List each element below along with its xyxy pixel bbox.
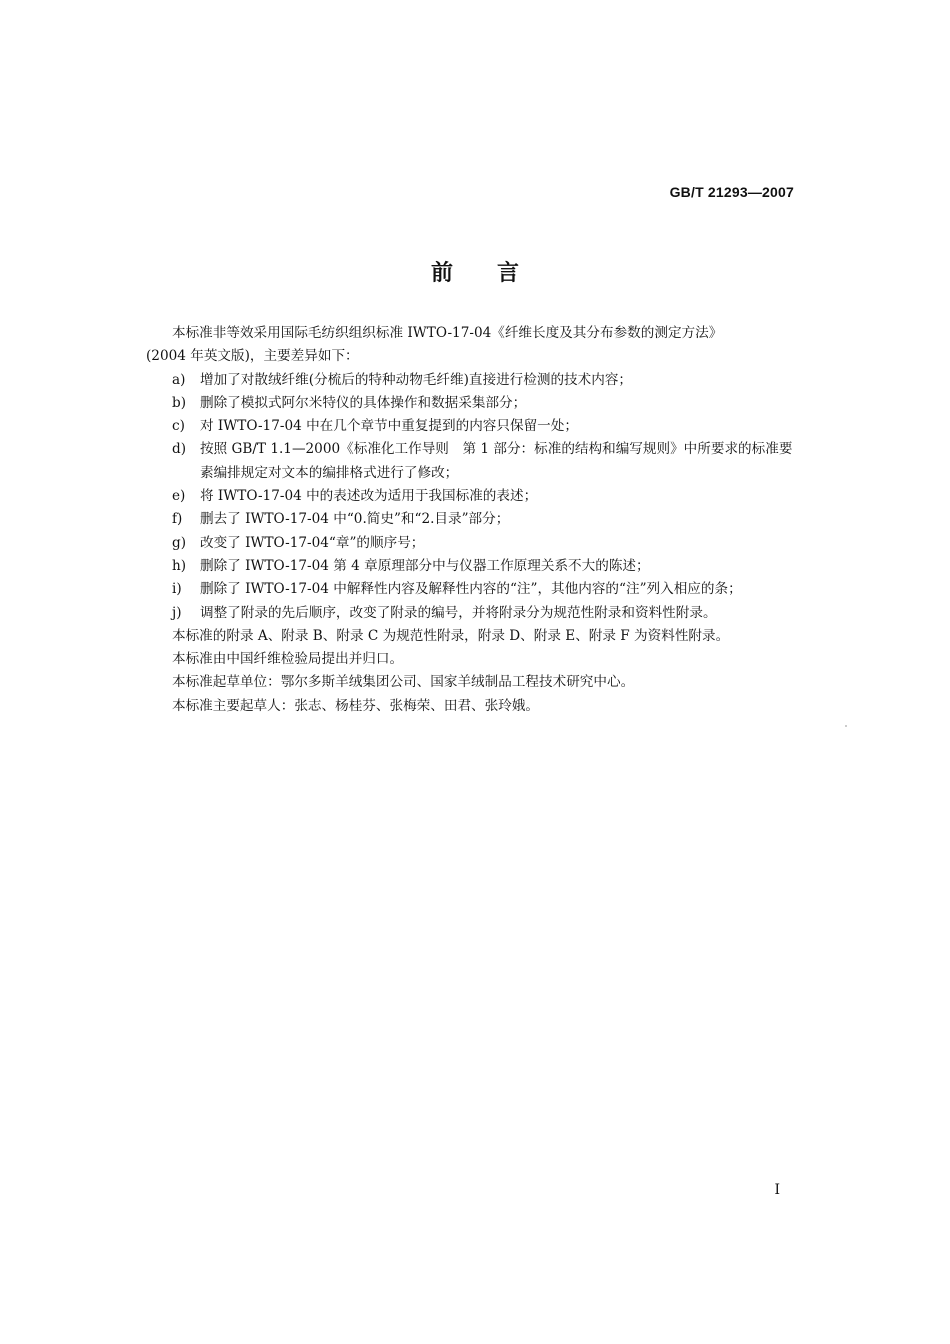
list-item: [172, 602, 798, 625]
list-marker: i): [172, 581, 182, 598]
list-marker: e): [172, 488, 186, 505]
main-drafters: 本标准主要起草人：张志、杨桂芬、张梅荣、田君、张玲娥。: [172, 697, 540, 714]
list-text: 删除了 IWTO-17-04 第 4 章原理部分中与仪器工作原理关系不大的陈述；: [200, 557, 650, 574]
list-item: [172, 508, 798, 531]
list-marker: j): [172, 604, 182, 621]
difference-list: [172, 369, 798, 625]
list-text: 增加了对散绒纤维(分梳后的特种动物毛纤维)直接进行检测的技术内容；: [200, 371, 633, 388]
list-text: 对 IWTO-17-04 中在几个章节中重复提到的内容只保留一处；: [200, 418, 578, 435]
list-marker: h): [172, 557, 187, 574]
page-number: I: [774, 1182, 780, 1198]
proposer-statement: 本标准由中国纤维检验局提出并归口。: [172, 651, 404, 668]
list-item: [172, 485, 798, 508]
list-marker: a): [172, 371, 186, 388]
foreword-body: [146, 322, 798, 718]
annex-statement: 本标准的附录 A、附录 B、附录 C 为规范性附录，附录 D、附录 E、附录 F 为资料性附录。: [172, 627, 730, 644]
list-item: [172, 369, 798, 392]
drafting-units: 本标准起草单位：鄂尔多斯羊绒集团公司、国家羊绒制品工程技术研究中心。: [172, 674, 635, 691]
list-item: [172, 392, 798, 415]
page-title: 前言: [430, 261, 563, 286]
list-text: 删除了模拟式阿尔米特仪的具体操作和数据采集部分；: [200, 394, 527, 411]
intro-line-2: (2004 年英文版)，主要差异如下：: [146, 348, 359, 365]
list-marker: f): [172, 511, 183, 528]
list-marker: b): [172, 394, 187, 411]
list-item: [172, 578, 798, 601]
list-item: [172, 555, 798, 578]
standard-code: GB/T 21293—2007: [669, 184, 794, 200]
list-item: [172, 532, 798, 555]
list-text: 改变了 IWTO-17-04“章”的顺序号；: [200, 534, 425, 551]
list-item: [172, 415, 798, 438]
scan-speck: [845, 725, 847, 727]
list-text: 调整了附录的先后顺序，改变了附录的编号，并将附录分为规范性附录和资料性附录。: [200, 604, 717, 621]
list-text: 将 IWTO-17-04 中的表述改为适用于我国标准的表述；: [200, 488, 538, 505]
list-text: 删去了 IWTO-17-04 中“0.简史”和“2.目录”部分；: [200, 511, 510, 528]
list-marker: d): [172, 441, 187, 458]
list-text: 删除了 IWTO-17-04 中解释性内容及解释性内容的“注”，其他内容的“注”列入相应的条；: [200, 581, 742, 598]
list-marker: c): [172, 418, 185, 435]
list-text: 按照 GB/T 1.1—2000《标准化工作导则 第 1 部分：标准的结构和编写规则》中所要求的标准要素编排规定对文本的编排格式进行了修改；: [200, 441, 793, 481]
intro-line-1: 本标准非等效采用国际毛纺织组织标准 IWTO-17-04《纤维长度及其分布参数的测定方法》: [172, 325, 723, 341]
list-marker: g): [172, 534, 187, 551]
list-item: [172, 438, 798, 485]
